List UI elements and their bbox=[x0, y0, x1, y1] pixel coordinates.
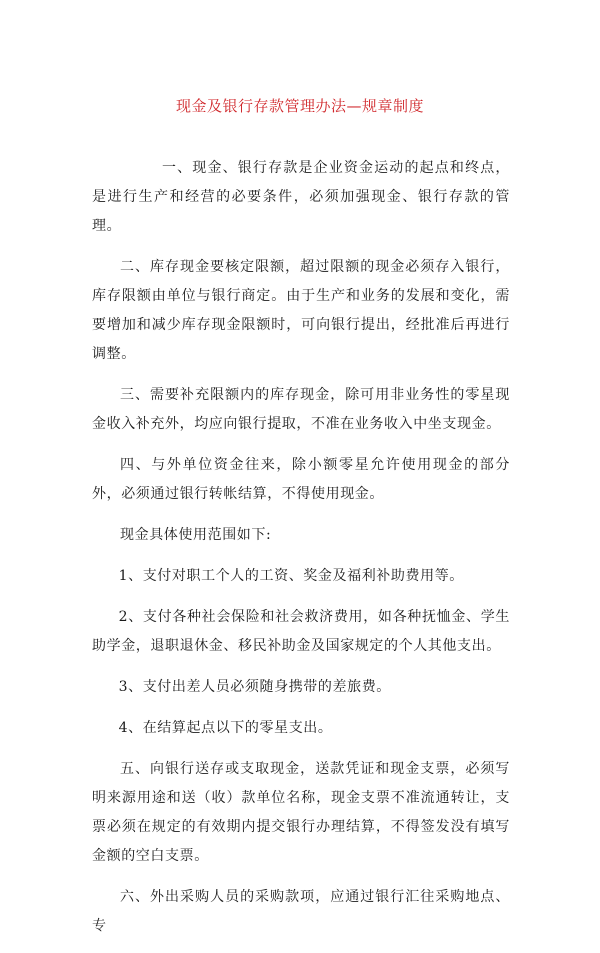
document-title: 现金及银行存款管理办法—规章制度 bbox=[175, 97, 424, 115]
paragraph-usage-scope-heading: 现金具体使用范围如下: bbox=[120, 527, 272, 543]
paragraph-procurement-payments: 六、外出采购人员的采购款项，应通过银行汇往采购地点、专 bbox=[92, 889, 510, 934]
list-item-small-expenses: 4、在结算起点以下的零星支出。 bbox=[118, 720, 333, 736]
list-item-wages: 1、支付对职工个人的工资、奖金及福利补助费用等。 bbox=[118, 568, 464, 584]
document-body bbox=[92, 154, 510, 953]
paragraph-external-transactions: 四、与外单位资金往来，除小额零星允许使用现金的部分外，必须通过银行转帐结算，不得使用现金。 bbox=[92, 457, 510, 502]
paragraph-cash-deposits-principle: 一、现金、银行存款是企业资金运动的起点和终点，是进行生产和经营的必要条件，必须加强现金、银行存款的管理。 bbox=[92, 160, 510, 234]
paragraph-deposit-withdrawal: 五、向银行送存或支取现金，送款凭证和现金支票，必须写明来源用途和送（收）款单位名称，现金支票不准流通转让，支票必须在规定的有效期内提交银行办理结算，不得签发没有填写金额的空白支票。 bbox=[92, 761, 510, 864]
list-item-travel-expenses: 3、支付出差人员必须随身携带的差旅费。 bbox=[118, 679, 391, 695]
paragraph-replenish-cash: 三、需要补充限额内的库存现金，除可用非业务性的零星现金收入补充外，均应向银行提取，不准在业务收入中坐支现金。 bbox=[92, 387, 510, 432]
paragraph-cash-limit: 二、库存现金要核定限额，超过限额的现金必须存入银行，库存限额由单位与银行商定。由于生产和业务的发展和变化，需要增加和减少库存现金限额时，可向银行提出，经批准后再进行调整。 bbox=[92, 259, 510, 362]
list-item-social-insurance: 2、支付各种社会保险和社会救济费用，如各种抚恤金、学生助学金，退职退休金、移民补助金及国家规定的个人其他支出。 bbox=[92, 609, 510, 654]
